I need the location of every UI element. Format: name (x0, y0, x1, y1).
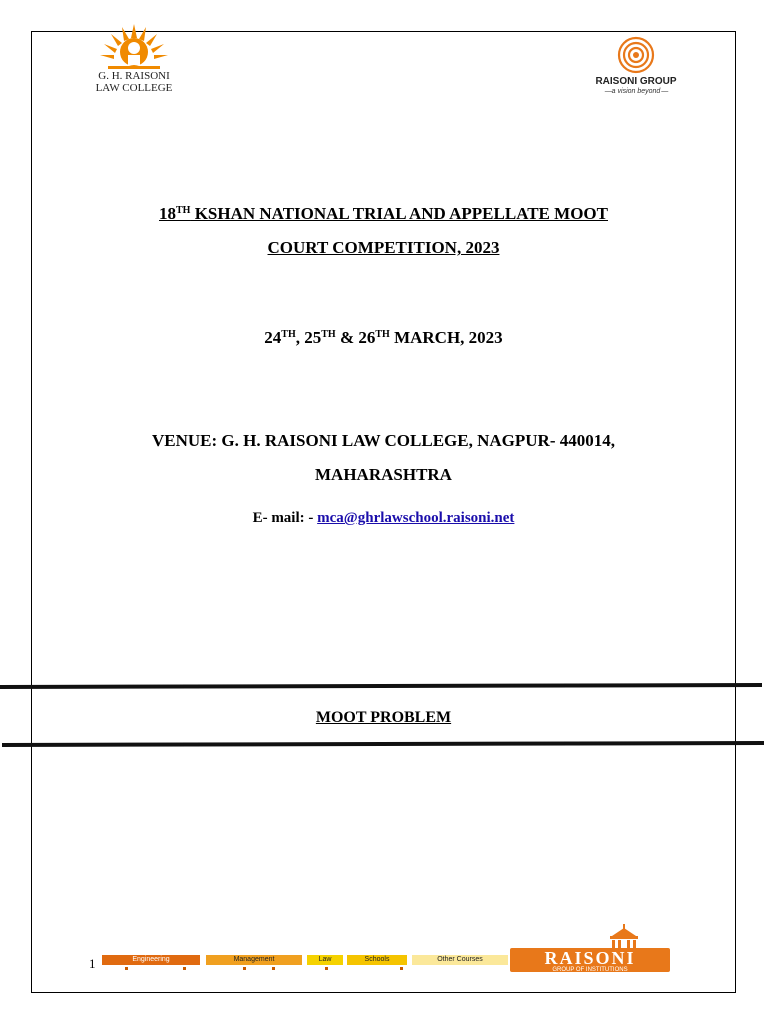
moot-problem-heading: MOOT PROBLEM (315, 709, 452, 726)
footer-logo-name: RAISONI (544, 948, 636, 968)
email-line (31, 510, 736, 527)
competition-title (31, 194, 736, 265)
raisoni-group-name: RAISONI GROUP (595, 76, 677, 87)
footer-bar-engineering: Engineering (102, 955, 200, 965)
left-logo-line1: G. H. RAISONI (98, 70, 170, 82)
raisoni-spiral-icon (586, 34, 686, 76)
venue-block (31, 424, 736, 492)
footer-bar-law: Law (307, 955, 343, 965)
footer-bar-schools: Schools (347, 955, 407, 965)
title-line1: 18TH KSHAN NATIONAL TRIAL AND APPELLATE MOOT (159, 204, 608, 223)
left-logo-line2: LAW COLLEGE (95, 82, 173, 94)
raisoni-institutions-logo (510, 922, 670, 974)
gh-raisoni-law-college-logo (78, 22, 190, 100)
raisoni-group-tagline: — a vision beyond — (604, 88, 668, 95)
footer-dot (400, 967, 403, 970)
email-link[interactable]: mca@ghrlawschool.raisoni.net (317, 510, 515, 526)
page-number: 1 (89, 956, 96, 971)
footer-logo-subtitle: GROUP OF INSTITUTIONS (552, 967, 628, 973)
footer-dot (183, 967, 186, 970)
competition-dates: 24TH, 25TH & 26TH MARCH, 2023 (264, 328, 503, 347)
title-line2: COURT COMPETITION, 2023 (267, 238, 500, 257)
footer-bar-other-courses: Other Courses (412, 955, 508, 965)
venue-line2: MAHARASHTRA (315, 465, 452, 484)
raisoni-building-icon (510, 922, 670, 974)
footer-dot (243, 967, 246, 970)
footer-dot (272, 967, 275, 970)
footer-bar-management: Management (206, 955, 302, 965)
gh-raisoni-emblem-icon (78, 22, 190, 70)
raisoni-group-logo (586, 34, 686, 114)
email-label: E- mail: - (252, 510, 318, 526)
footer-dot (325, 967, 328, 970)
footer-dot (125, 967, 128, 970)
venue-line1: VENUE: G. H. RAISONI LAW COLLEGE, NAGPUR- 440014, (152, 431, 615, 450)
left-logo-text (78, 70, 190, 94)
